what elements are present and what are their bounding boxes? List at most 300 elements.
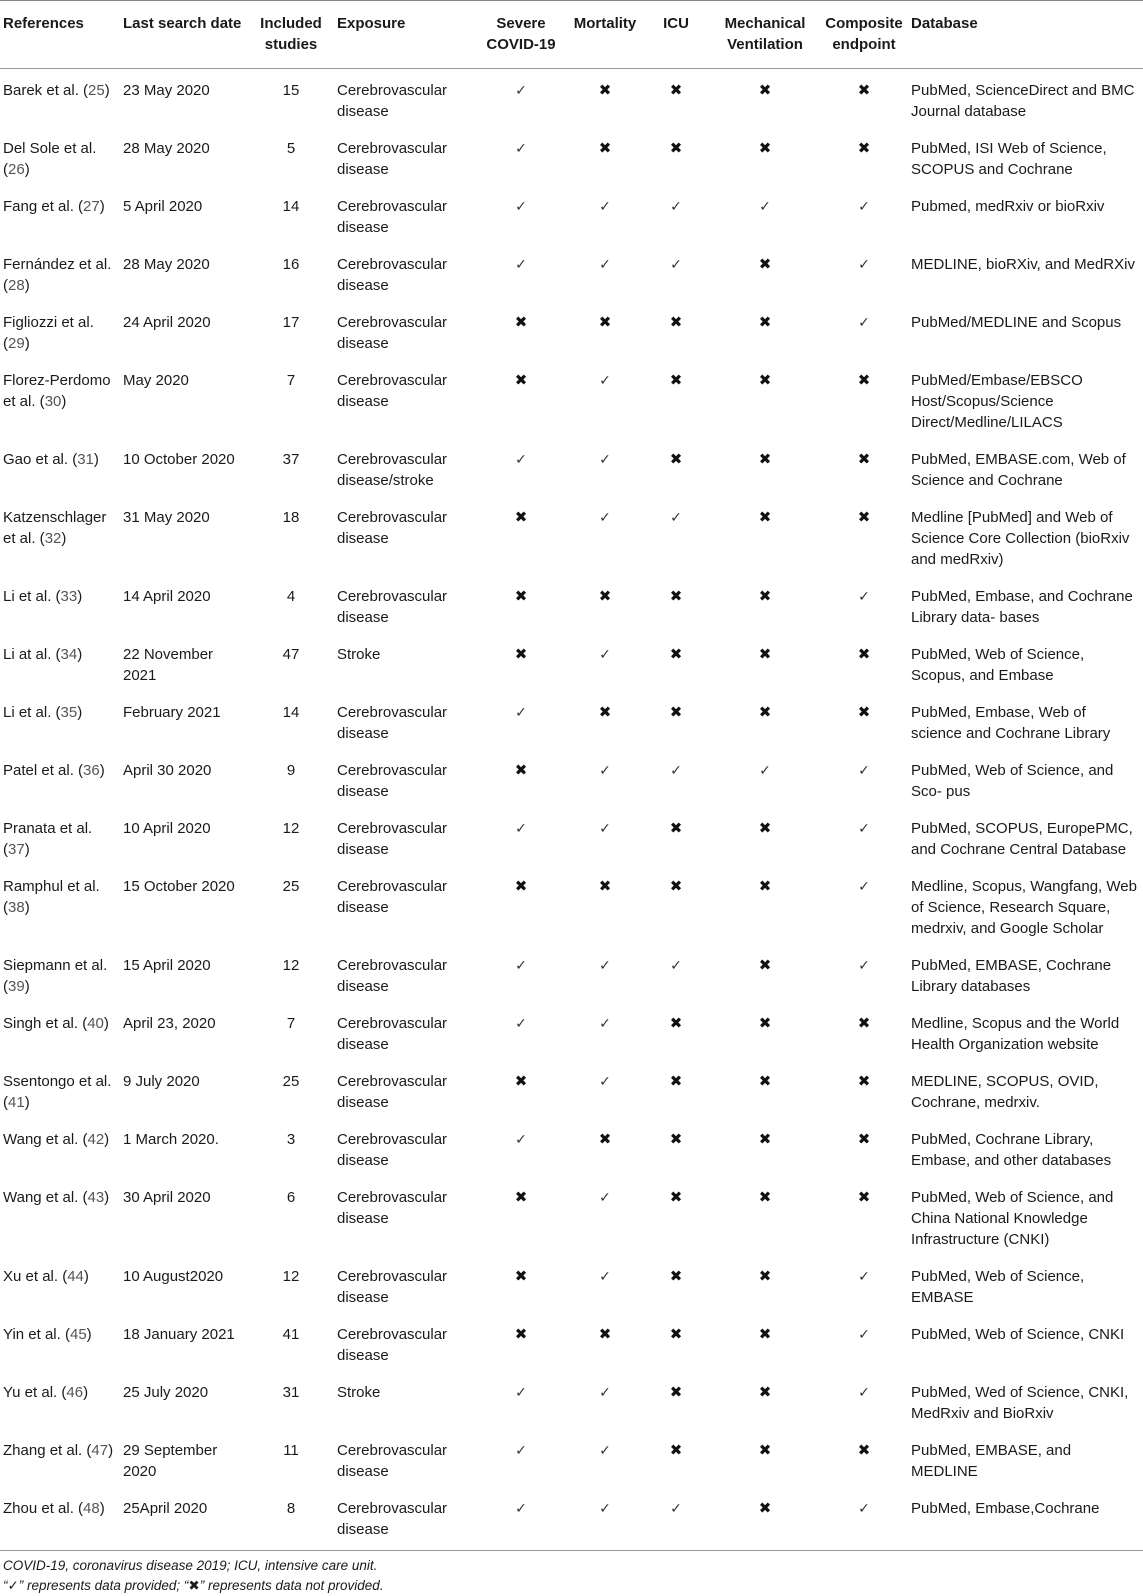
reference-author: Katzenschlager et al. ( bbox=[3, 509, 107, 547]
reference-link[interactable]: 28 bbox=[8, 277, 25, 294]
cell-reference bbox=[0, 1060, 120, 1118]
cell-composite-endpoint bbox=[820, 691, 908, 749]
cell-reference bbox=[0, 1002, 120, 1060]
cell-composite-endpoint bbox=[820, 1002, 908, 1060]
cross-icon: ✖ bbox=[758, 703, 772, 721]
cell-exposure: Cerebrovascular disease bbox=[337, 820, 448, 858]
cell-severe-covid bbox=[474, 127, 568, 185]
reference-author: Li at al. ( bbox=[3, 646, 61, 663]
reference-link[interactable]: 46 bbox=[66, 1384, 84, 1401]
cell-severe-covid bbox=[474, 1176, 568, 1255]
reference-author: Zhou et al. ( bbox=[3, 1500, 84, 1517]
cell-icu bbox=[642, 1002, 710, 1060]
table-row bbox=[0, 1487, 1143, 1550]
cross-icon: ✖ bbox=[857, 1130, 871, 1148]
cell-composite-endpoint bbox=[820, 359, 908, 438]
cell-mortality bbox=[568, 1118, 642, 1176]
table-body bbox=[0, 69, 1143, 1551]
cell-mortality bbox=[568, 496, 642, 575]
cross-icon: ✖ bbox=[669, 819, 683, 837]
reference-link[interactable]: 33 bbox=[60, 588, 78, 605]
cell-reference bbox=[0, 865, 120, 944]
cross-icon: ✖ bbox=[758, 1383, 772, 1401]
cell-database: PubMed, Web of Science, and Sco- pus bbox=[911, 762, 1114, 800]
cell-mechanical-ventilation bbox=[710, 1060, 820, 1118]
cell-last-search-date: 28 May 2020 bbox=[123, 256, 210, 273]
cell-database: PubMed, Web of Science, Scopus, and Embase bbox=[911, 646, 1085, 684]
cell-database: PubMed, Embase, and Cochrane Library data- bases bbox=[911, 588, 1133, 626]
cell-mortality bbox=[568, 1313, 642, 1371]
cell-database: PubMed, Web of Science, CNKI bbox=[911, 1326, 1125, 1343]
cell-mechanical-ventilation bbox=[710, 1487, 820, 1550]
check-icon: ✓ bbox=[759, 199, 771, 215]
cell-severe-covid bbox=[474, 359, 568, 438]
cell-icu bbox=[642, 1118, 710, 1176]
cell-icu bbox=[642, 749, 710, 807]
cell-database: Medline, Scopus, Wangfang, Web of Science, Research Square, medrxiv, and Google Scholar bbox=[911, 878, 1137, 937]
header-icu: ICU bbox=[642, 1, 710, 69]
cell-exposure: Cerebrovascular disease bbox=[337, 1500, 448, 1538]
cell-exposure: Stroke bbox=[337, 646, 381, 663]
cell-icu bbox=[642, 301, 710, 359]
check-icon: ✓ bbox=[599, 1443, 611, 1459]
cell-included-studies: 17 bbox=[282, 314, 300, 331]
cell-mortality bbox=[568, 1176, 642, 1255]
cell-included-studies: 3 bbox=[286, 1131, 296, 1148]
check-icon: ✓ bbox=[858, 1269, 870, 1285]
cell-severe-covid bbox=[474, 1487, 568, 1550]
cell-composite-endpoint bbox=[820, 749, 908, 807]
cell-mechanical-ventilation bbox=[710, 243, 820, 301]
check-icon: ✓ bbox=[858, 821, 870, 837]
cross-icon: ✖ bbox=[514, 1072, 528, 1090]
reference-link[interactable]: 44 bbox=[67, 1268, 84, 1285]
cell-mortality bbox=[568, 865, 642, 944]
reference-close-paren: ) bbox=[108, 1442, 114, 1459]
cell-severe-covid bbox=[474, 1255, 568, 1313]
cell-included-studies: 31 bbox=[282, 1384, 300, 1401]
reference-close-paren: ) bbox=[24, 335, 30, 352]
cell-mechanical-ventilation bbox=[710, 1429, 820, 1487]
cross-icon: ✖ bbox=[669, 139, 683, 157]
reference-author: Pranata et al. ( bbox=[3, 820, 93, 858]
cell-included-studies: 11 bbox=[283, 1442, 299, 1459]
table-row bbox=[0, 575, 1143, 633]
reference-link[interactable]: 42 bbox=[87, 1131, 105, 1148]
check-icon: ✓ bbox=[858, 958, 870, 974]
reference-link[interactable]: 45 bbox=[69, 1326, 87, 1343]
cell-reference bbox=[0, 749, 120, 807]
cell-included-studies: 14 bbox=[282, 198, 300, 215]
cross-icon: ✖ bbox=[857, 645, 871, 663]
cross-icon: ✖ bbox=[857, 81, 871, 99]
cell-last-search-date: February 2021 bbox=[123, 704, 221, 721]
cross-icon: ✖ bbox=[857, 1441, 871, 1459]
cell-exposure: Cerebrovascular disease bbox=[337, 140, 448, 178]
reference-close-paren: ) bbox=[24, 899, 30, 916]
check-icon: ✓ bbox=[858, 763, 870, 779]
cell-included-studies: 4 bbox=[286, 588, 296, 605]
cell-reference bbox=[0, 1429, 120, 1487]
cross-icon: ✖ bbox=[758, 1499, 772, 1517]
cell-mortality bbox=[568, 243, 642, 301]
cell-severe-covid bbox=[474, 865, 568, 944]
reference-close-paren: ) bbox=[24, 161, 30, 178]
reference-link[interactable]: 41 bbox=[8, 1094, 25, 1111]
check-icon: ✓ bbox=[670, 958, 682, 974]
cell-included-studies: 18 bbox=[282, 509, 300, 526]
cross-icon: ✖ bbox=[514, 761, 528, 779]
reference-link[interactable]: 40 bbox=[87, 1015, 104, 1032]
cross-icon: ✖ bbox=[758, 1267, 772, 1285]
reference-author: Gao et al. ( bbox=[3, 451, 78, 468]
cell-database: PubMed, Cochrane Library, Embase, and other databases bbox=[911, 1131, 1112, 1169]
check-icon: ✓ bbox=[599, 373, 611, 389]
check-icon: ✓ bbox=[670, 510, 682, 526]
cross-icon: ✖ bbox=[669, 1441, 683, 1459]
cross-icon: ✖ bbox=[758, 1441, 772, 1459]
reference-link[interactable]: 27 bbox=[83, 198, 100, 215]
cell-database: PubMed/MEDLINE and Scopus bbox=[911, 314, 1122, 331]
reference-link[interactable]: 32 bbox=[44, 530, 62, 547]
table-row bbox=[0, 691, 1143, 749]
cell-composite-endpoint bbox=[820, 185, 908, 243]
cell-composite-endpoint bbox=[820, 1255, 908, 1313]
check-icon: ✓ bbox=[858, 1501, 870, 1517]
cross-icon: ✖ bbox=[669, 587, 683, 605]
table-row bbox=[0, 1118, 1143, 1176]
header-exposure: Exposure bbox=[334, 1, 474, 69]
check-icon: ✓ bbox=[858, 1385, 870, 1401]
reference-link[interactable]: 35 bbox=[60, 704, 78, 721]
cross-icon: ✖ bbox=[669, 313, 683, 331]
reference-author: Siepmann et al. ( bbox=[3, 957, 108, 995]
check-icon: ✓ bbox=[515, 1385, 527, 1401]
check-icon: ✓ bbox=[515, 452, 527, 468]
cell-mortality bbox=[568, 69, 642, 128]
cell-included-studies: 41 bbox=[282, 1326, 300, 1343]
cross-icon: ✖ bbox=[857, 508, 871, 526]
cross-icon: ✖ bbox=[598, 81, 612, 99]
cell-icu bbox=[642, 1060, 710, 1118]
cell-last-search-date: 1 March 2020. bbox=[123, 1131, 219, 1148]
cell-exposure: Cerebrovascular disease bbox=[337, 372, 448, 410]
cell-reference bbox=[0, 496, 120, 575]
cell-reference bbox=[0, 438, 120, 496]
table-row bbox=[0, 1313, 1143, 1371]
cross-icon: ✖ bbox=[758, 956, 772, 974]
cell-exposure: Cerebrovascular disease bbox=[337, 198, 448, 236]
reference-author: Wang et al. ( bbox=[3, 1189, 88, 1206]
cross-icon: ✖ bbox=[758, 1188, 772, 1206]
cross-icon: ✖ bbox=[758, 1072, 772, 1090]
cell-severe-covid bbox=[474, 691, 568, 749]
cell-database: Medline, Scopus and the World Health Organization website bbox=[911, 1015, 1120, 1053]
cell-included-studies: 12 bbox=[282, 1268, 300, 1285]
cell-included-studies: 47 bbox=[282, 646, 300, 663]
reference-link[interactable]: 30 bbox=[44, 393, 62, 410]
cross-icon: ✖ bbox=[758, 371, 772, 389]
reference-author: Yu et al. ( bbox=[3, 1384, 67, 1401]
reference-close-paren: ) bbox=[77, 588, 83, 605]
table-row bbox=[0, 69, 1143, 128]
reference-close-paren: ) bbox=[104, 1189, 110, 1206]
cross-icon: ✖ bbox=[598, 587, 612, 605]
cell-severe-covid bbox=[474, 1002, 568, 1060]
cell-included-studies: 5 bbox=[286, 140, 296, 157]
reference-link[interactable]: 47 bbox=[91, 1442, 109, 1459]
reference-author: Li et al. ( bbox=[3, 704, 61, 721]
reference-link[interactable]: 48 bbox=[83, 1500, 100, 1517]
table-row bbox=[0, 438, 1143, 496]
cross-icon: ✖ bbox=[669, 371, 683, 389]
check-icon: ✓ bbox=[599, 1074, 611, 1090]
cell-composite-endpoint bbox=[820, 496, 908, 575]
cell-reference bbox=[0, 1371, 120, 1429]
reference-close-paren: ) bbox=[83, 1384, 89, 1401]
cell-last-search-date: 5 April 2020 bbox=[123, 198, 203, 215]
reference-author: Yin et al. ( bbox=[3, 1326, 70, 1343]
cell-database: PubMed, Embase, Web of science and Cochrane Library bbox=[911, 704, 1111, 742]
check-icon: ✓ bbox=[515, 1132, 527, 1148]
cell-reference bbox=[0, 359, 120, 438]
reference-author: Zhang et al. ( bbox=[3, 1442, 92, 1459]
reference-author: Xu et al. ( bbox=[3, 1268, 68, 1285]
check-icon: ✓ bbox=[858, 257, 870, 273]
check-icon: ✓ bbox=[515, 199, 527, 215]
reference-author: Figliozzi et al. ( bbox=[3, 314, 94, 352]
cell-database: PubMed, ISI Web of Science, SCOPUS and Cochrane bbox=[911, 140, 1107, 178]
cell-composite-endpoint bbox=[820, 438, 908, 496]
cell-last-search-date: May 2020 bbox=[123, 372, 189, 389]
cell-reference bbox=[0, 127, 120, 185]
cell-last-search-date: 31 May 2020 bbox=[123, 509, 210, 526]
cell-severe-covid bbox=[474, 575, 568, 633]
cross-icon: ✖ bbox=[857, 703, 871, 721]
check-icon: ✓ bbox=[599, 452, 611, 468]
cell-exposure: Cerebrovascular disease bbox=[337, 704, 448, 742]
cell-reference bbox=[0, 1176, 120, 1255]
cell-composite-endpoint bbox=[820, 1371, 908, 1429]
cell-composite-endpoint bbox=[820, 807, 908, 865]
check-icon: ✓ bbox=[858, 199, 870, 215]
cell-included-studies: 8 bbox=[286, 1500, 296, 1517]
reference-close-paren: ) bbox=[103, 1015, 109, 1032]
cell-mortality bbox=[568, 944, 642, 1002]
cross-icon: ✖ bbox=[669, 877, 683, 895]
cell-last-search-date: 25April 2020 bbox=[123, 1500, 208, 1517]
cross-icon: ✖ bbox=[758, 450, 772, 468]
cell-icu bbox=[642, 633, 710, 691]
cell-mortality bbox=[568, 1487, 642, 1550]
cross-icon: ✖ bbox=[857, 1072, 871, 1090]
check-icon: ✓ bbox=[759, 763, 771, 779]
cell-last-search-date: 15 October 2020 bbox=[123, 878, 235, 895]
cell-mechanical-ventilation bbox=[710, 633, 820, 691]
cell-exposure: Cerebrovascular disease/stroke bbox=[337, 451, 448, 489]
cell-composite-endpoint bbox=[820, 69, 908, 128]
cell-severe-covid bbox=[474, 301, 568, 359]
table-row bbox=[0, 1002, 1143, 1060]
check-icon: ✓ bbox=[599, 1385, 611, 1401]
cross-icon: ✖ bbox=[514, 1325, 528, 1343]
cell-icu bbox=[642, 496, 710, 575]
cell-mechanical-ventilation bbox=[710, 359, 820, 438]
header-included-studies: Included studies bbox=[248, 1, 334, 69]
check-icon: ✓ bbox=[858, 879, 870, 895]
cross-icon: ✖ bbox=[669, 1383, 683, 1401]
cell-mortality bbox=[568, 1060, 642, 1118]
cross-icon: ✖ bbox=[857, 1188, 871, 1206]
cross-icon: ✖ bbox=[514, 371, 528, 389]
cell-database: PubMed, ScienceDirect and BMC Journal database bbox=[911, 82, 1135, 120]
reference-author: Ssentongo et al. ( bbox=[3, 1073, 112, 1111]
cell-included-studies: 14 bbox=[282, 704, 300, 721]
cell-last-search-date: 29 September 2020 bbox=[123, 1442, 218, 1480]
check-icon: ✓ bbox=[599, 1501, 611, 1517]
reference-close-paren: ) bbox=[83, 1268, 89, 1285]
reference-close-paren: ) bbox=[99, 762, 105, 779]
cross-icon: ✖ bbox=[758, 255, 772, 273]
cross-icon: ✖ bbox=[758, 645, 772, 663]
check-icon: ✓ bbox=[599, 1190, 611, 1206]
table-footer bbox=[0, 1550, 1143, 1596]
cross-icon: ✖ bbox=[598, 703, 612, 721]
cell-last-search-date: 10 April 2020 bbox=[123, 820, 211, 837]
reference-link[interactable]: 38 bbox=[8, 899, 25, 916]
cell-included-studies: 9 bbox=[286, 762, 296, 779]
reference-link[interactable]: 36 bbox=[83, 762, 100, 779]
cell-included-studies: 12 bbox=[282, 820, 300, 837]
cross-icon: ✖ bbox=[669, 81, 683, 99]
cell-included-studies: 15 bbox=[282, 82, 300, 99]
cell-database: Medline [PubMed] and Web of Science Core Collection (bioRxiv and medRxiv) bbox=[911, 509, 1130, 568]
footnote-abbreviations: COVID-19, coronavirus disease 2019; ICU, intensive care unit. bbox=[3, 1558, 378, 1573]
cell-exposure: Cerebrovascular disease bbox=[337, 509, 448, 547]
reference-link[interactable]: 31 bbox=[77, 451, 94, 468]
cell-mortality bbox=[568, 127, 642, 185]
reference-close-paren: ) bbox=[104, 82, 110, 99]
reference-author: Del Sole et al. ( bbox=[3, 140, 97, 178]
reference-close-paren: ) bbox=[24, 1094, 30, 1111]
cell-exposure: Cerebrovascular disease bbox=[337, 878, 448, 916]
reference-link[interactable]: 37 bbox=[8, 841, 25, 858]
table-row bbox=[0, 127, 1143, 185]
cell-severe-covid bbox=[474, 1313, 568, 1371]
check-icon: ✓ bbox=[515, 1501, 527, 1517]
cross-icon: ✖ bbox=[598, 1325, 612, 1343]
cell-database: PubMed/Embase/EBSCO Host/Scopus/Science Direct/Medline/LILACS bbox=[911, 372, 1083, 431]
footnote-legend: “✓” represents data provided; “✖” represents data not provided. bbox=[3, 1578, 384, 1593]
cross-icon: ✖ bbox=[669, 1072, 683, 1090]
cross-icon: ✖ bbox=[598, 139, 612, 157]
cell-mechanical-ventilation bbox=[710, 944, 820, 1002]
cross-icon: ✖ bbox=[758, 1325, 772, 1343]
reference-link[interactable]: 26 bbox=[8, 161, 25, 178]
cell-mortality bbox=[568, 633, 642, 691]
cell-reference bbox=[0, 575, 120, 633]
cell-exposure: Cerebrovascular disease bbox=[337, 256, 448, 294]
cell-reference bbox=[0, 1313, 120, 1371]
check-icon: ✓ bbox=[599, 257, 611, 273]
table-row bbox=[0, 359, 1143, 438]
cross-icon: ✖ bbox=[669, 1014, 683, 1032]
table-row bbox=[0, 944, 1143, 1002]
cross-icon: ✖ bbox=[669, 450, 683, 468]
cross-icon: ✖ bbox=[758, 313, 772, 331]
cross-icon: ✖ bbox=[857, 450, 871, 468]
reference-link[interactable]: 39 bbox=[8, 978, 25, 995]
cell-exposure: Cerebrovascular disease bbox=[337, 1326, 448, 1364]
reference-close-paren: ) bbox=[86, 1326, 92, 1343]
cell-severe-covid bbox=[474, 69, 568, 128]
cell-included-studies: 37 bbox=[282, 451, 300, 468]
reference-link[interactable]: 43 bbox=[87, 1189, 105, 1206]
cell-database: PubMed, EMBASE.com, Web of Science and Cochrane bbox=[911, 451, 1126, 489]
cell-last-search-date: 10 October 2020 bbox=[123, 451, 235, 468]
reference-close-paren: ) bbox=[61, 530, 67, 547]
cell-mortality bbox=[568, 575, 642, 633]
cell-last-search-date: 25 July 2020 bbox=[123, 1384, 209, 1401]
cell-severe-covid bbox=[474, 944, 568, 1002]
reference-link[interactable]: 25 bbox=[88, 82, 105, 99]
cross-icon: ✖ bbox=[669, 1130, 683, 1148]
check-icon: ✓ bbox=[858, 315, 870, 331]
cell-composite-endpoint bbox=[820, 1429, 908, 1487]
cell-mortality bbox=[568, 1371, 642, 1429]
cell-mechanical-ventilation bbox=[710, 301, 820, 359]
cell-composite-endpoint bbox=[820, 1060, 908, 1118]
cell-icu bbox=[642, 438, 710, 496]
cell-mortality bbox=[568, 691, 642, 749]
check-icon: ✓ bbox=[599, 1016, 611, 1032]
header-database: Database bbox=[908, 1, 1143, 69]
cross-icon: ✖ bbox=[514, 1267, 528, 1285]
reference-link[interactable]: 34 bbox=[60, 646, 78, 663]
cell-mechanical-ventilation bbox=[710, 127, 820, 185]
cell-icu bbox=[642, 1176, 710, 1255]
cell-mortality bbox=[568, 359, 642, 438]
cell-mechanical-ventilation bbox=[710, 575, 820, 633]
cross-icon: ✖ bbox=[857, 1014, 871, 1032]
cell-icu bbox=[642, 359, 710, 438]
table-row bbox=[0, 243, 1143, 301]
reference-link[interactable]: 29 bbox=[8, 335, 25, 352]
table-row bbox=[0, 807, 1143, 865]
cross-icon: ✖ bbox=[758, 81, 772, 99]
cross-icon: ✖ bbox=[514, 587, 528, 605]
cross-icon: ✖ bbox=[514, 645, 528, 663]
cell-database: Pubmed, medRxiv or bioRxiv bbox=[911, 198, 1105, 215]
cell-exposure: Cerebrovascular disease bbox=[337, 1131, 448, 1169]
cell-composite-endpoint bbox=[820, 1176, 908, 1255]
check-icon: ✓ bbox=[515, 958, 527, 974]
cell-icu bbox=[642, 807, 710, 865]
cell-mechanical-ventilation bbox=[710, 691, 820, 749]
cross-icon: ✖ bbox=[857, 371, 871, 389]
reference-author: Fang et al. ( bbox=[3, 198, 84, 215]
cell-last-search-date: 28 May 2020 bbox=[123, 140, 210, 157]
cell-mortality bbox=[568, 1429, 642, 1487]
cell-icu bbox=[642, 944, 710, 1002]
cell-exposure: Cerebrovascular disease bbox=[337, 1268, 448, 1306]
cell-last-search-date: 14 April 2020 bbox=[123, 588, 211, 605]
check-icon: ✓ bbox=[599, 1269, 611, 1285]
cell-mortality bbox=[568, 1002, 642, 1060]
cell-mortality bbox=[568, 301, 642, 359]
cell-database: PubMed, Wed of Science, CNKI, MedRxiv and BioRxiv bbox=[911, 1384, 1129, 1422]
cell-database: PubMed, SCOPUS, EuropePMC, and Cochrane Central Database bbox=[911, 820, 1133, 858]
